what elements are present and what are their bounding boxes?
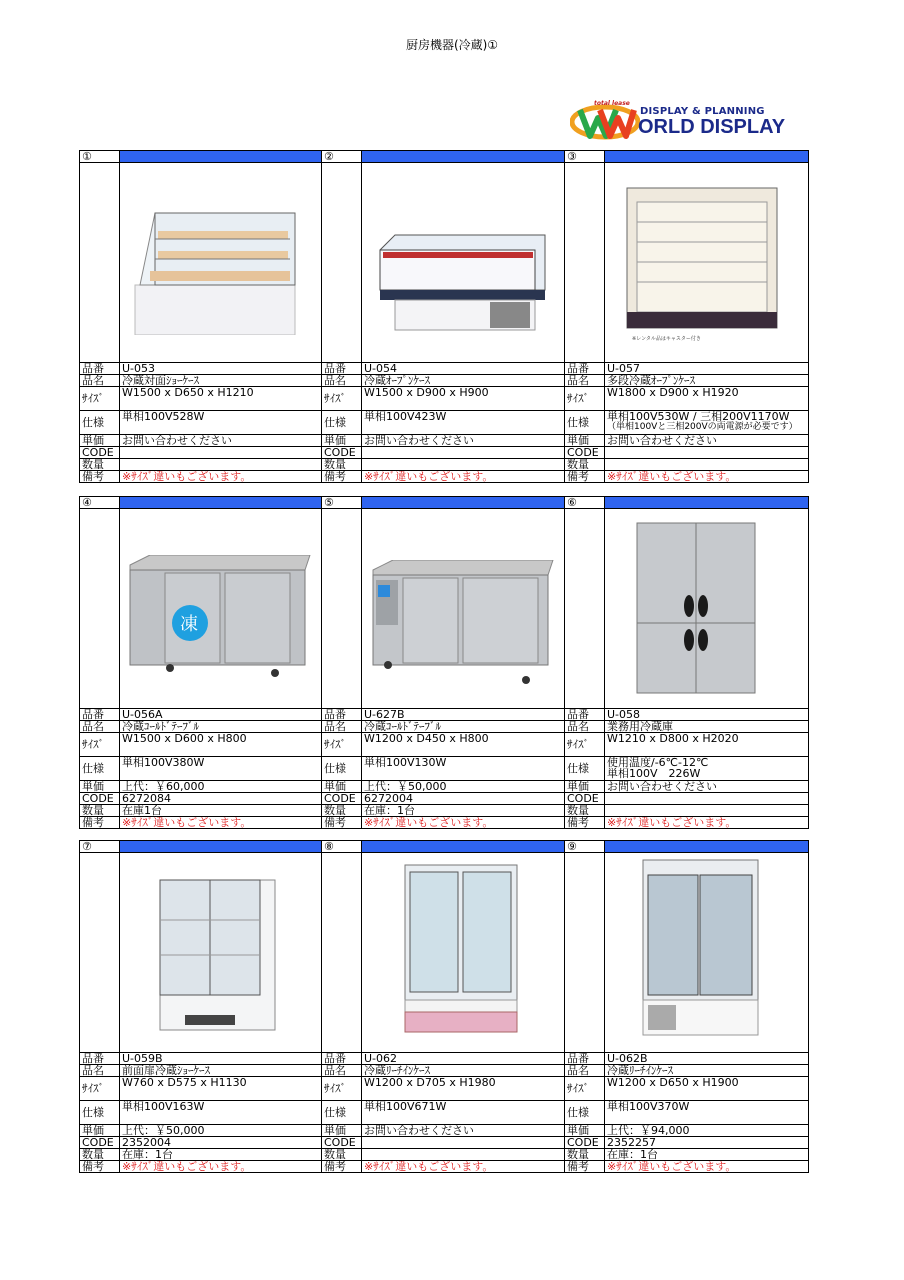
value-biko: ※ｻｲｽﾞ違いもございます。 <box>604 470 809 483</box>
item-number: ④ <box>79 496 120 509</box>
value-tanka: 上代：￥50,000 <box>361 780 565 793</box>
spec-text: 単相100V380W <box>122 756 205 769</box>
value-hinban: U-062 <box>361 1052 565 1065</box>
label-hinmei: 品名 <box>321 1064 362 1077</box>
item-number: ① <box>79 150 120 163</box>
label-tanka: 単価 <box>79 434 120 447</box>
world-display-logo <box>570 100 810 142</box>
value-hinmei: 前面扉冷蔵ｼｮｰｹｰｽ <box>119 1064 322 1077</box>
value-biko: ※ｻｲｽﾞ違いもございます。 <box>604 1160 809 1173</box>
label-suryo: 数量 <box>321 458 362 471</box>
label-suryo: 数量 <box>321 804 362 817</box>
label-hinban: 品番 <box>321 708 362 721</box>
value-size: W1210 x D800 x H2020 <box>604 732 809 757</box>
label-hinmei: 品名 <box>321 374 362 387</box>
label-code: CODE <box>564 1136 605 1149</box>
label-code: CODE <box>321 1136 362 1149</box>
label-hinmei: 品名 <box>79 374 120 387</box>
value-suryo: 在庫：1台 <box>361 804 565 817</box>
spec-note: 単相100V 226W <box>607 767 701 780</box>
label-tanka: 単価 <box>564 434 605 447</box>
value-tanka: お問い合わせください <box>604 780 809 793</box>
product-image-u062b <box>638 855 763 1040</box>
value-shiyo <box>361 756 565 781</box>
label-hinmei: 品名 <box>79 1064 120 1077</box>
image-label-cell <box>564 852 605 1053</box>
label-size: ｻｲｽﾞ <box>564 1076 605 1101</box>
spec-text: 単相100V530W / 三相200V1170W <box>607 410 790 423</box>
logo-total-lease: total lease <box>594 100 630 107</box>
spec-note: （単相100Vと三相200Vの両電源が必要です） <box>607 422 798 432</box>
label-tanka: 単価 <box>564 780 605 793</box>
label-hinban: 品番 <box>564 362 605 375</box>
item-number: ⑨ <box>564 840 605 853</box>
value-suryo: 在庫：1台 <box>604 1148 809 1161</box>
document-title: 厨房機器(冷蔵)① <box>405 38 499 52</box>
label-tanka: 単価 <box>564 1124 605 1137</box>
product-image-u056a <box>125 555 315 680</box>
label-size: ｻｲｽﾞ <box>79 1076 120 1101</box>
label-shiyo: 仕様 <box>321 410 362 435</box>
label-shiyo: 仕様 <box>564 756 605 781</box>
value-hinban: U-058 <box>604 708 809 721</box>
value-shiyo <box>119 1100 322 1125</box>
value-shiyo <box>604 756 809 781</box>
value-hinmei: 業務用冷蔵庫 <box>604 720 809 733</box>
value-shiyo <box>361 410 565 435</box>
label-biko: 備考 <box>564 816 605 829</box>
value-suryo: 在庫1台 <box>119 804 322 817</box>
label-hinmei: 品名 <box>564 720 605 733</box>
label-size: ｻｲｽﾞ <box>564 732 605 757</box>
value-tanka: お問い合わせください <box>604 434 809 447</box>
product-image-u627b <box>368 560 558 685</box>
item-number: ⑦ <box>79 840 120 853</box>
value-size: W760 x D575 x H1130 <box>119 1076 322 1101</box>
logo-tagline: DISPLAY & PLANNING <box>640 106 765 117</box>
value-hinmei: 冷蔵ｺｰﾙﾄﾞﾃｰﾌﾞﾙ <box>361 720 565 733</box>
label-code: CODE <box>79 792 120 805</box>
label-size: ｻｲｽﾞ <box>321 732 362 757</box>
value-size: W1200 x D450 x H800 <box>361 732 565 757</box>
item-number: ⑥ <box>564 496 605 509</box>
label-suryo: 数量 <box>564 458 605 471</box>
value-shiyo <box>119 410 322 435</box>
label-shiyo: 仕様 <box>321 756 362 781</box>
label-hinmei: 品名 <box>321 720 362 733</box>
value-biko: ※ｻｲｽﾞ違いもございます。 <box>119 1160 322 1173</box>
label-shiyo: 仕様 <box>321 1100 362 1125</box>
label-hinmei: 品名 <box>79 720 120 733</box>
value-size: W1200 x D650 x H1900 <box>604 1076 809 1101</box>
value-hinban: U-054 <box>361 362 565 375</box>
label-suryo: 数量 <box>564 1148 605 1161</box>
label-hinban: 品番 <box>79 708 120 721</box>
image-label-cell <box>79 162 120 363</box>
value-size: W1800 x D900 x H1920 <box>604 386 809 411</box>
value-shiyo <box>604 1100 809 1125</box>
value-code: 2352257 <box>604 1136 809 1149</box>
label-biko: 備考 <box>564 1160 605 1173</box>
value-hinban: U-627B <box>361 708 565 721</box>
value-hinmei: 冷蔵ｺｰﾙﾄﾞﾃｰﾌﾞﾙ <box>119 720 322 733</box>
image-label-cell <box>564 162 605 363</box>
label-code: CODE <box>321 792 362 805</box>
label-suryo: 数量 <box>564 804 605 817</box>
product-image-u053 <box>130 205 300 335</box>
label-shiyo: 仕様 <box>564 410 605 435</box>
spec-text: 単相100V370W <box>607 1100 690 1113</box>
value-size: W1500 x D900 x H900 <box>361 386 565 411</box>
label-tanka: 単価 <box>79 780 120 793</box>
value-size: W1200 x D705 x H1980 <box>361 1076 565 1101</box>
value-hinmei: 多段冷蔵ｵｰﾌﾟﾝｹｰｽ <box>604 374 809 387</box>
label-biko: 備考 <box>79 470 120 483</box>
label-hinmei: 品名 <box>564 374 605 387</box>
item-number: ② <box>321 150 362 163</box>
value-tanka: 上代：￥60,000 <box>119 780 322 793</box>
label-code: CODE <box>79 446 120 459</box>
label-biko: 備考 <box>79 1160 120 1173</box>
item-number: ⑤ <box>321 496 362 509</box>
value-biko: ※ｻｲｽﾞ違いもございます。 <box>361 816 565 829</box>
spec-text: 単相100V423W <box>364 410 447 423</box>
spec-text: 単相100V163W <box>122 1100 205 1113</box>
image-label-cell <box>321 852 362 1053</box>
value-tanka: お問い合わせください <box>361 1124 565 1137</box>
value-shiyo <box>119 756 322 781</box>
label-hinban: 品番 <box>564 1052 605 1065</box>
label-code: CODE <box>79 1136 120 1149</box>
value-hinmei: 冷蔵ｵｰﾌﾟﾝｹｰｽ <box>361 374 565 387</box>
label-size: ｻｲｽﾞ <box>564 386 605 411</box>
value-hinmei: 冷蔵対面ｼｮｰｹｰｽ <box>119 374 322 387</box>
label-size: ｻｲｽﾞ <box>321 1076 362 1101</box>
label-hinban: 品番 <box>79 1052 120 1065</box>
label-code: CODE <box>564 446 605 459</box>
value-size: W1500 x D650 x H1210 <box>119 386 322 411</box>
label-tanka: 単価 <box>321 434 362 447</box>
label-code: CODE <box>564 792 605 805</box>
label-biko: 備考 <box>321 470 362 483</box>
u057-caption: ※レンタル品はキャスター付き <box>632 336 701 342</box>
value-hinban: U-056A <box>119 708 322 721</box>
product-image-u059b <box>155 875 280 1035</box>
product-image-u062 <box>400 860 520 1035</box>
label-size: ｻｲｽﾞ <box>321 386 362 411</box>
value-biko: ※ｻｲｽﾞ違いもございます。 <box>604 816 809 829</box>
label-shiyo: 仕様 <box>564 1100 605 1125</box>
value-shiyo <box>361 1100 565 1125</box>
spec-text: 単相100V528W <box>122 410 205 423</box>
value-tanka: お問い合わせください <box>119 434 322 447</box>
value-biko: ※ｻｲｽﾞ違いもございます。 <box>119 816 322 829</box>
spec-text: 使用温度/-6℃-12℃ <box>607 756 709 769</box>
item-number: ⑧ <box>321 840 362 853</box>
value-code: 6272004 <box>361 792 565 805</box>
label-tanka: 単価 <box>79 1124 120 1137</box>
label-suryo: 数量 <box>79 804 120 817</box>
label-hinban: 品番 <box>564 708 605 721</box>
label-suryo: 数量 <box>79 458 120 471</box>
image-label-cell <box>79 852 120 1053</box>
label-shiyo: 仕様 <box>79 756 120 781</box>
logo-wordmark: ORLD DISPLAY <box>638 116 786 138</box>
label-hinban: 品番 <box>321 1052 362 1065</box>
value-biko: ※ｻｲｽﾞ違いもございます。 <box>361 1160 565 1173</box>
value-size: W1500 x D600 x H800 <box>119 732 322 757</box>
value-suryo: 在庫：1台 <box>119 1148 322 1161</box>
spec-text: 単相100V130W <box>364 756 447 769</box>
value-hinmei: 冷蔵ﾘｰﾁｲﾝｹｰｽ <box>604 1064 809 1077</box>
label-suryo: 数量 <box>79 1148 120 1161</box>
label-biko: 備考 <box>321 816 362 829</box>
image-label-cell <box>321 162 362 363</box>
w-logo-icon <box>570 104 640 140</box>
value-hinban: U-053 <box>119 362 322 375</box>
label-shiyo: 仕様 <box>79 1100 120 1125</box>
value-hinban: U-062B <box>604 1052 809 1065</box>
freeze-mark: 凍 <box>180 614 198 635</box>
value-code: 6272084 <box>119 792 322 805</box>
label-hinban: 品番 <box>79 362 120 375</box>
value-hinban: U-059B <box>119 1052 322 1065</box>
image-label-cell <box>564 508 605 709</box>
label-code: CODE <box>321 446 362 459</box>
label-hinban: 品番 <box>321 362 362 375</box>
label-tanka: 単価 <box>321 1124 362 1137</box>
value-code: 2352004 <box>119 1136 322 1149</box>
label-biko: 備考 <box>79 816 120 829</box>
label-size: ｻｲｽﾞ <box>79 386 120 411</box>
label-shiyo: 仕様 <box>79 410 120 435</box>
product-image-u058 <box>632 518 762 700</box>
image-label-cell <box>321 508 362 709</box>
label-tanka: 単価 <box>321 780 362 793</box>
label-biko: 備考 <box>321 1160 362 1173</box>
value-hinban: U-057 <box>604 362 809 375</box>
value-hinmei: 冷蔵ﾘｰﾁｲﾝｹｰｽ <box>361 1064 565 1077</box>
label-suryo: 数量 <box>321 1148 362 1161</box>
value-biko: ※ｻｲｽﾞ違いもございます。 <box>119 470 322 483</box>
value-shiyo <box>604 410 809 435</box>
label-hinmei: 品名 <box>564 1064 605 1077</box>
image-label-cell <box>79 508 120 709</box>
product-image-u054 <box>375 230 550 335</box>
value-tanka: 上代：￥50,000 <box>119 1124 322 1137</box>
product-image-u057 <box>622 180 782 345</box>
label-size: ｻｲｽﾞ <box>79 732 120 757</box>
value-tanka: 上代：￥94,000 <box>604 1124 809 1137</box>
label-biko: 備考 <box>564 470 605 483</box>
value-tanka: お問い合わせください <box>361 434 565 447</box>
item-number: ③ <box>564 150 605 163</box>
spec-text: 単相100V671W <box>364 1100 447 1113</box>
value-biko: ※ｻｲｽﾞ違いもございます。 <box>361 470 565 483</box>
